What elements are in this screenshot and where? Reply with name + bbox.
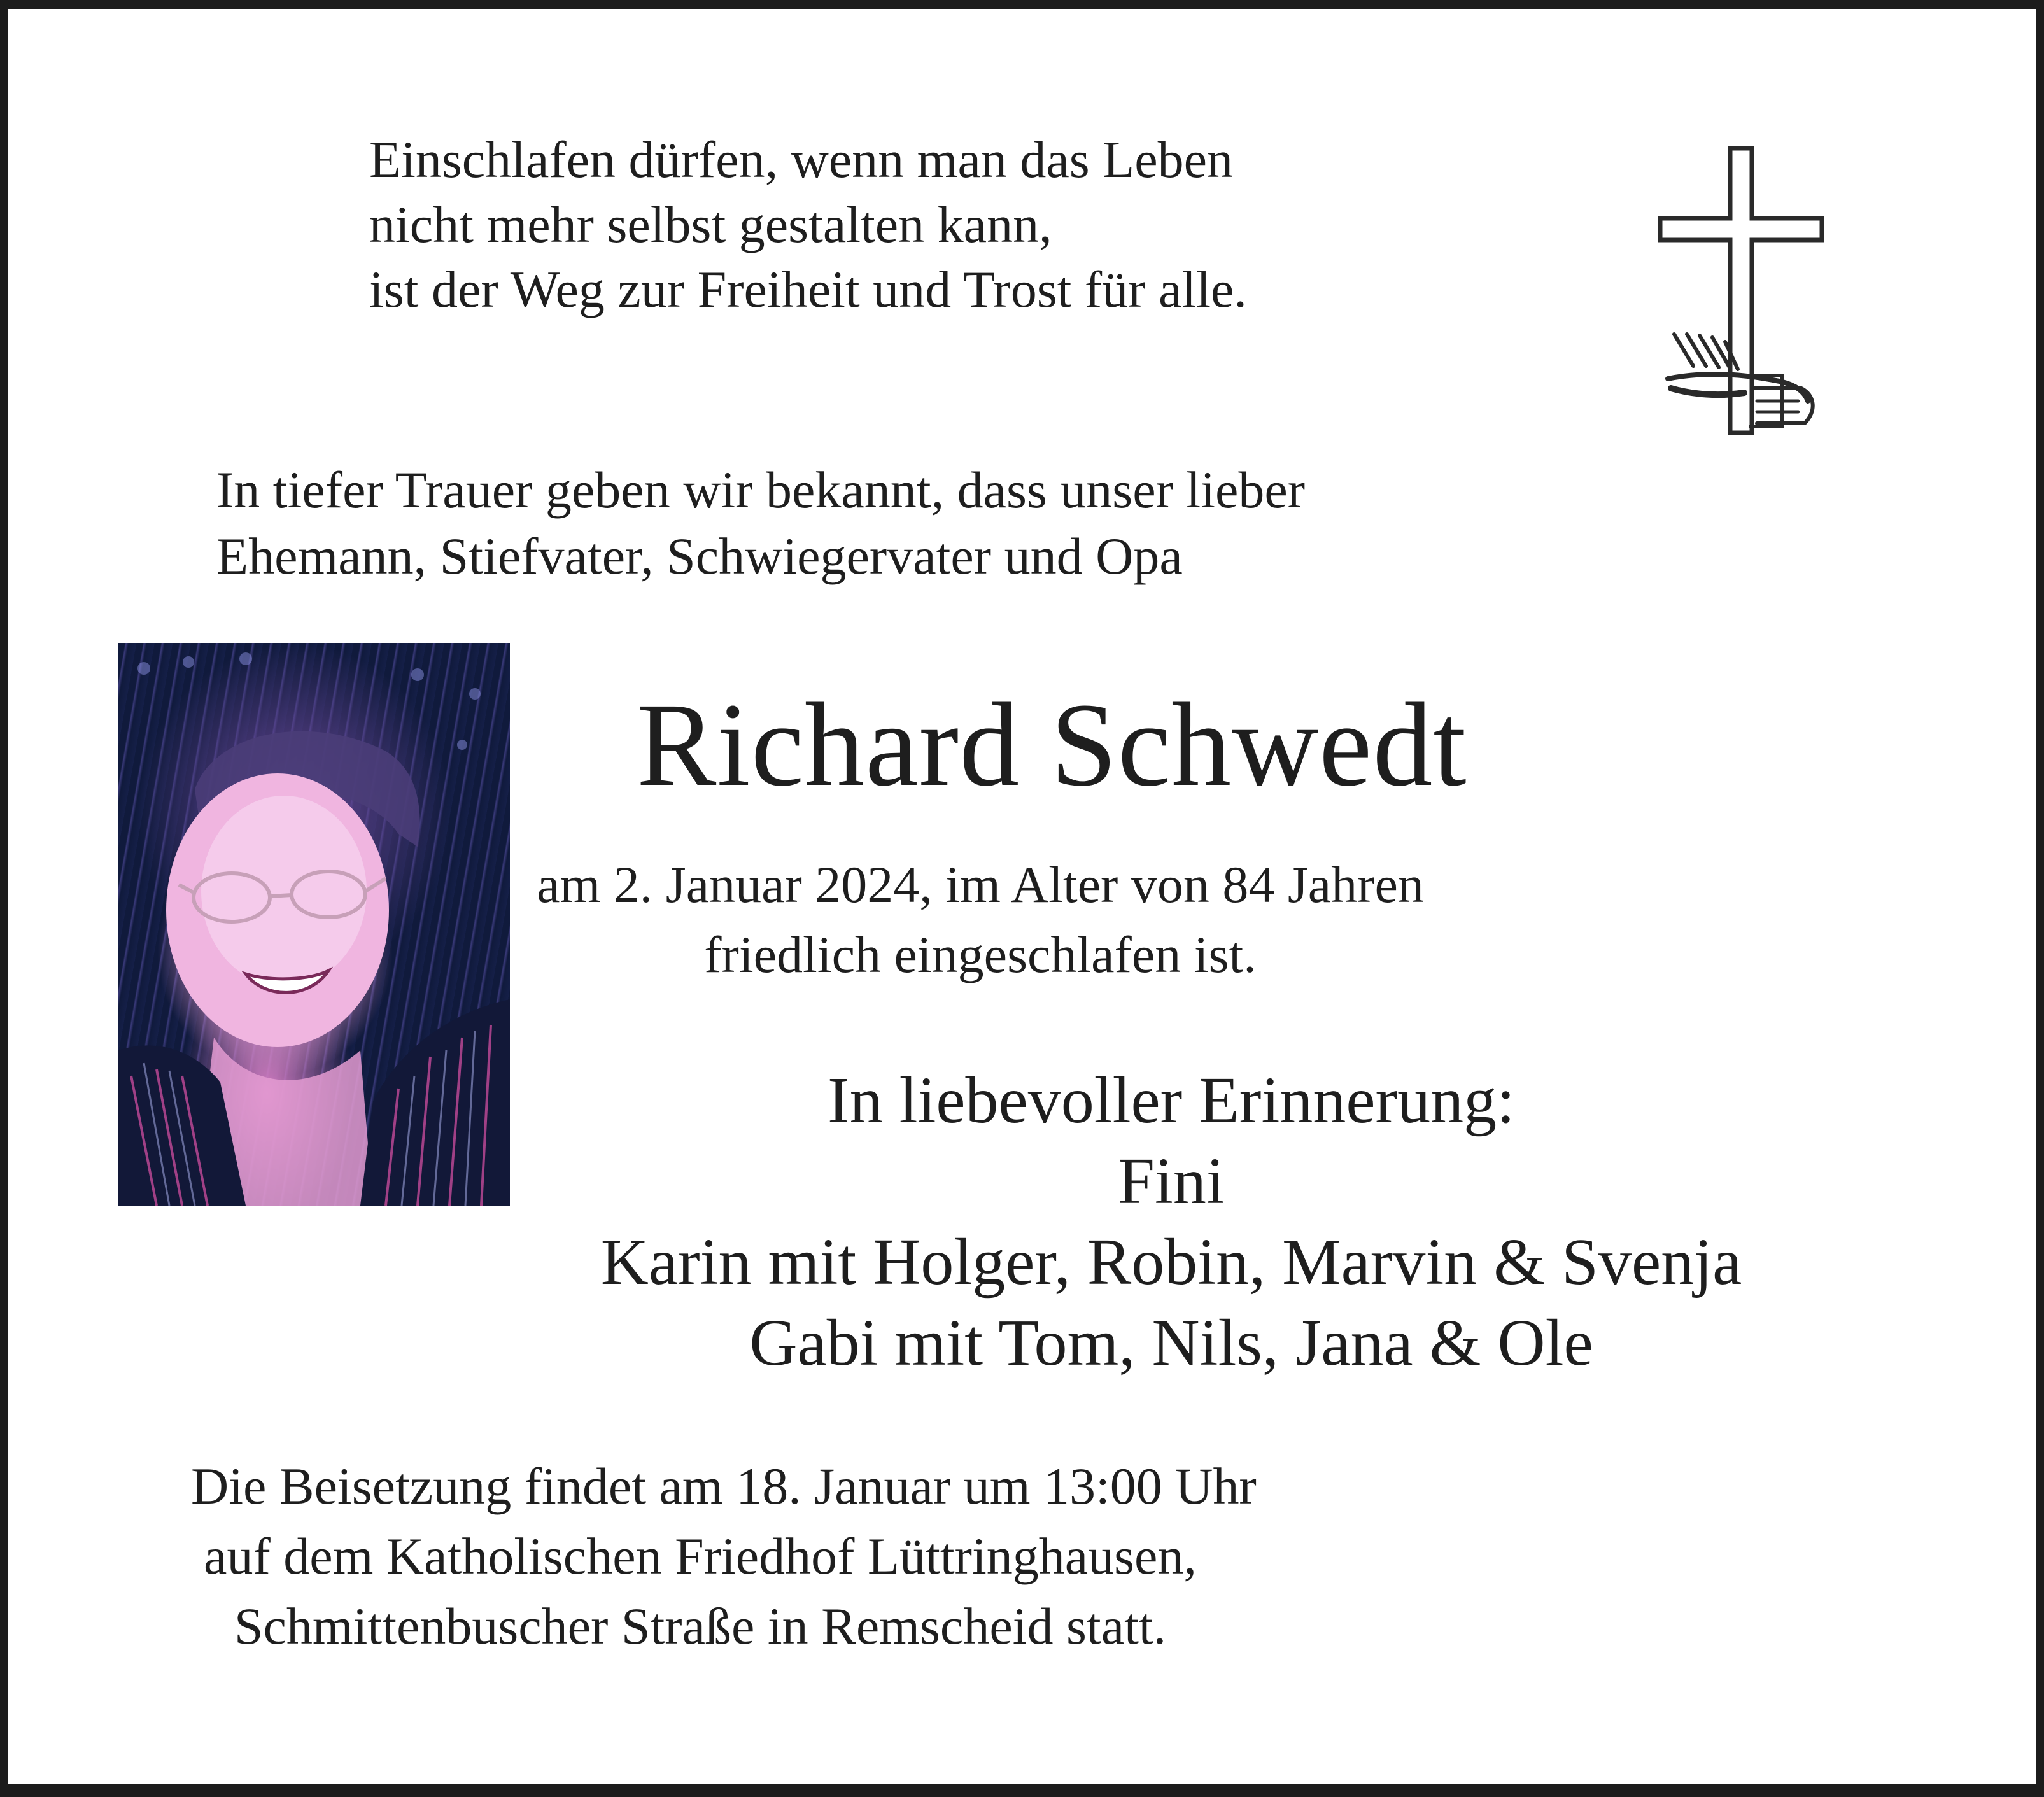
deceased-name: Richard Schwedt xyxy=(637,678,1467,811)
burial-line: auf dem Katholischen Friedhof Lüttringhausen, xyxy=(204,1527,1197,1585)
poem-line: Einschlafen dürfen, wenn man das Leben xyxy=(369,130,1234,188)
memorial-poem xyxy=(369,127,1247,322)
death-notice-line: friedlich eingeschlafen ist. xyxy=(704,926,1257,983)
announcement-intro xyxy=(216,457,1306,589)
cross-with-palm-icon xyxy=(1655,143,1833,442)
memory-heading: In liebevoller Erinnerung: xyxy=(827,1064,1516,1137)
burial-line: Die Beisetzung findet am 18. Januar um 13:00 Uhr xyxy=(191,1457,1257,1515)
mourner-line: Karin mit Holger, Robin, Marvin & Svenja xyxy=(600,1225,1742,1299)
burial-line: Schmittenbuscher Straße in Remscheid statt. xyxy=(234,1597,1167,1655)
mourner-line: Fini xyxy=(1118,1145,1225,1218)
memory-section xyxy=(407,1060,1935,1383)
death-notice xyxy=(503,850,1458,990)
death-notice-line: am 2. Januar 2024, im Alter von 84 Jahren xyxy=(537,856,1424,913)
poem-line: ist der Weg zur Freiheit und Trost für alle. xyxy=(369,260,1247,318)
mourner-line: Gabi mit Tom, Nils, Jana & Ole xyxy=(749,1306,1593,1379)
intro-line: In tiefer Trauer geben wir bekannt, dass unser lieber xyxy=(216,461,1306,519)
intro-line: Ehemann, Stiefvater, Schwiegervater und Opa xyxy=(216,527,1183,585)
burial-notice xyxy=(191,1451,1257,1661)
poem-line: nicht mehr selbst gestalten kann, xyxy=(369,195,1052,253)
